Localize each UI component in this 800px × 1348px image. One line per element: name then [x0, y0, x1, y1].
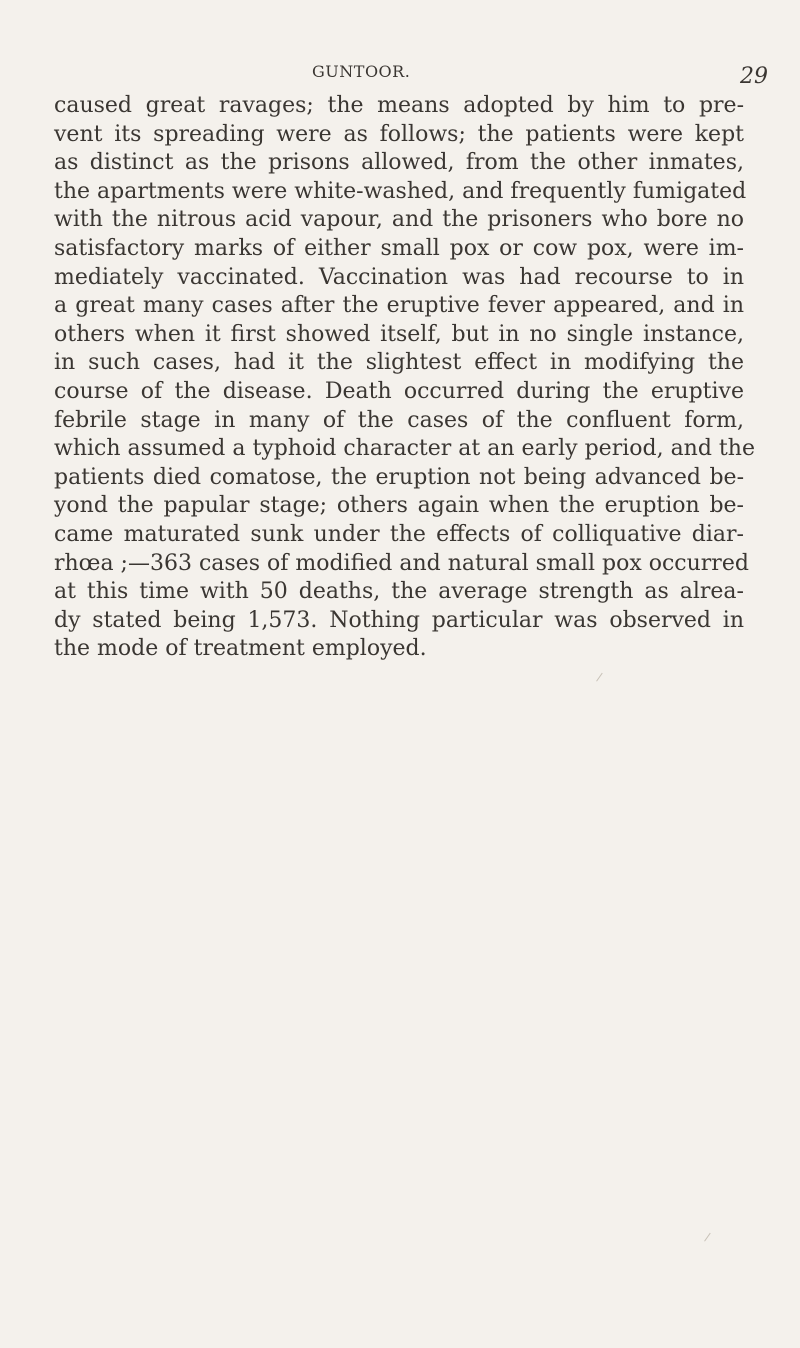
page-number: 29 — [740, 64, 768, 89]
body-paragraph — [54, 92, 755, 664]
text-line: which assumed a typhoid character at an early period, and the — [54, 436, 755, 462]
paper-speck — [596, 673, 611, 688]
text-line: came maturated sunk under the effects of colliquative diar- — [54, 521, 744, 547]
text-line: course of the disease. Death occurred during the eruptive — [54, 378, 744, 404]
text-line: with the nitrous acid vapour, and the prisoners who bore no — [54, 207, 744, 233]
text-line: yond the papular stage; others again when the eruption be- — [54, 493, 744, 519]
text-line: rhœa ;—363 cases of modified and natural small pox occurred — [54, 550, 749, 576]
running-head: GUNTOOR. — [312, 62, 411, 81]
paper-speck — [704, 1233, 719, 1248]
text-line: others when it first showed itself, but in no single instance, — [54, 321, 744, 347]
text-line: as distinct as the prisons allowed, from the other inmates, — [54, 150, 744, 176]
text-line: the mode of treatment employed. — [54, 636, 427, 662]
text-line: in such cases, had it the slightest effect in modifying the — [54, 350, 744, 376]
text-line: a great many cases after the eruptive fever appeared, and in — [54, 293, 744, 319]
text-line: caused great ravages; the means adopted by him to pre- — [54, 93, 744, 118]
text-line: at this time with 50 deaths, the average strength as alrea- — [54, 579, 744, 605]
text-line: vent its spreading were as follows; the patients were kept — [54, 121, 744, 147]
text-line: patients died comatose, the eruption not being advanced be- — [54, 464, 744, 490]
text-line: mediately vaccinated. Vaccination was had recourse to in — [54, 264, 744, 290]
text-line: the apartments were white-washed, and frequently fumigated — [54, 178, 747, 204]
text-line: dy stated being 1,573. Nothing particular was observed in — [54, 607, 744, 633]
text-line: febrile stage in many of the cases of the confluent form, — [54, 407, 744, 433]
text-line: satisfactory marks of either small pox or cow pox, were im- — [54, 235, 744, 261]
